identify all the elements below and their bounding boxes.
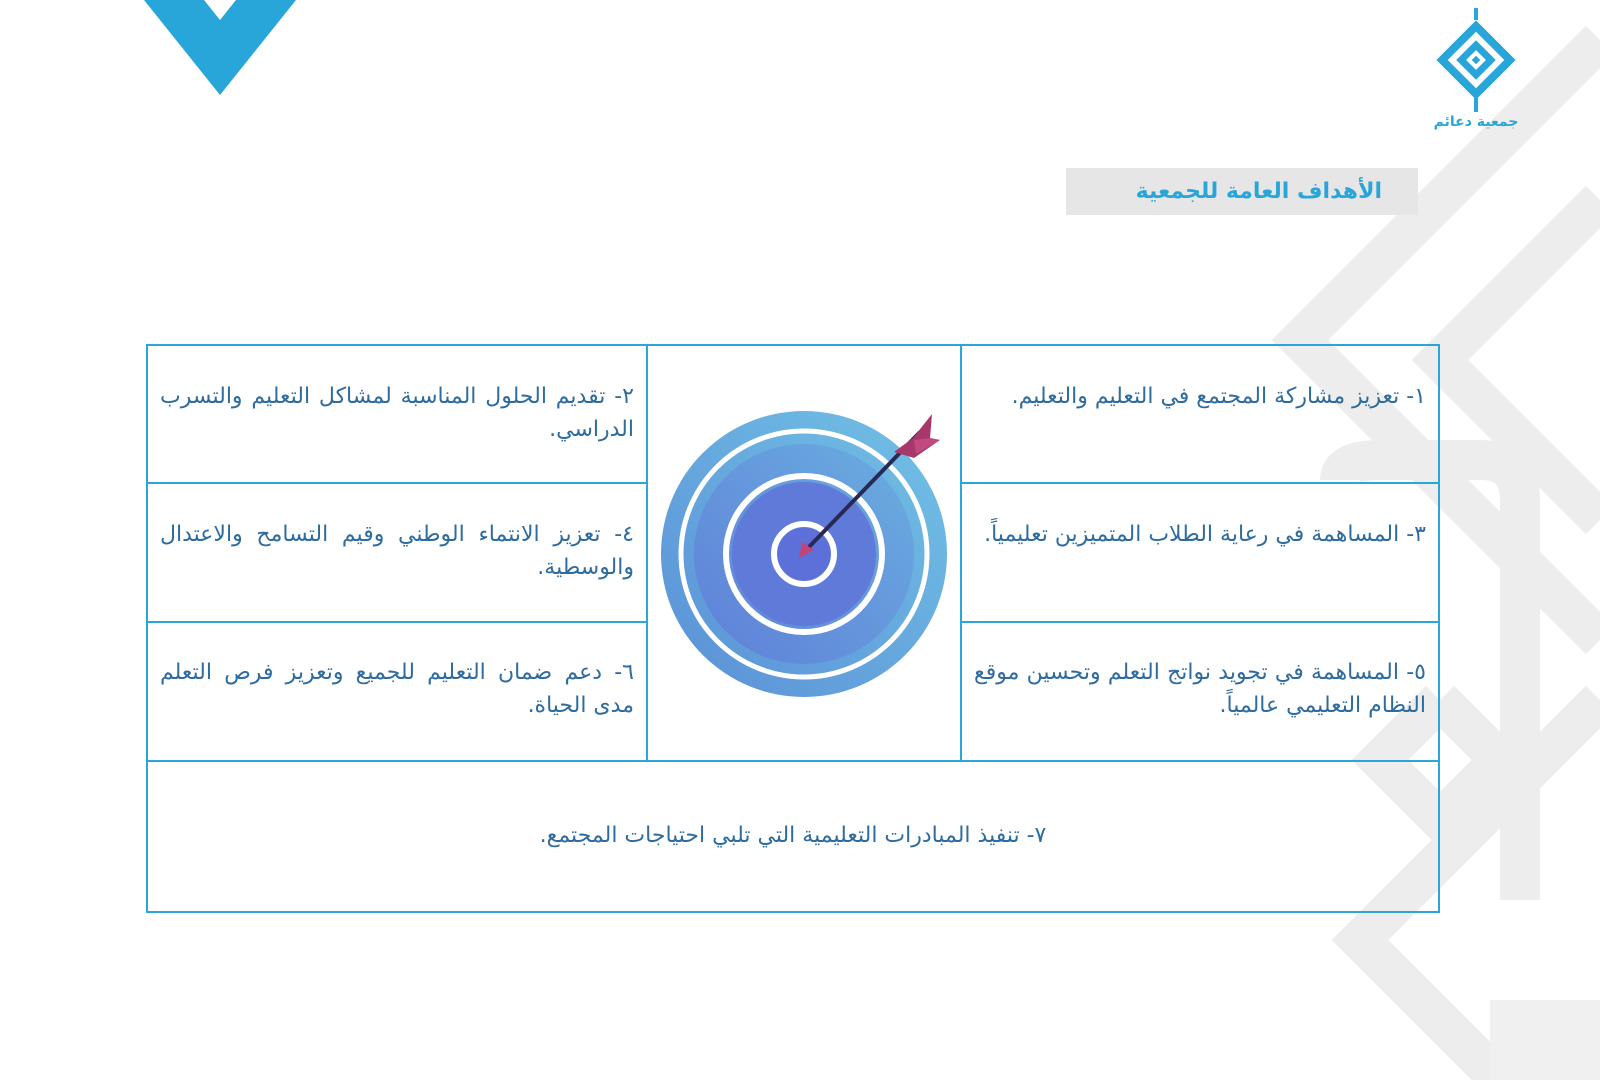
- goal-1: ١- تعزيز مشاركة المجتمع في التعليم والتعليم.: [1011, 384, 1426, 409]
- association-logo: [1426, 8, 1526, 138]
- goal-7-text: ٧- تنفيذ المبادرات التعليمية التي تلبي احتياجات المجتمع.: [539, 823, 1047, 848]
- logo-text: جمعية دعائم: [1433, 114, 1519, 130]
- page-title-box: [1066, 168, 1418, 215]
- table-divider: [148, 482, 646, 484]
- goal-2: ٢- تقديم الحلول المناسبة لمشاكل التعليم والتسرب الدراسي.: [160, 384, 634, 442]
- table-divider: [646, 346, 648, 760]
- page-title: الأهداف العامة للجمعية: [1135, 179, 1382, 204]
- goal-6: ٦- دعم ضمان التعليم للجميع وتعزيز فرص التعلم مدى الحياة.: [160, 660, 634, 718]
- chevron-decoration: [120, 0, 320, 95]
- goal-5: ٥- المساهمة في تجويد نواتج التعلم وتحسين موقع النظام التعليمي عالمياً.: [974, 660, 1426, 718]
- kufic-square-logo-icon: [1434, 8, 1518, 112]
- table-divider: [960, 346, 962, 760]
- table-divider: [962, 621, 1438, 623]
- goal-7: [148, 760, 1438, 911]
- goals-table: [146, 344, 1440, 913]
- goal-3: ٣- المساهمة في رعاية الطلاب المتميزين تعليمياً.: [984, 522, 1426, 547]
- goal-4: ٤- تعزيز الانتماء الوطني وقيم التسامح والاعتدال والوسطية.: [160, 522, 634, 580]
- table-divider: [148, 621, 646, 623]
- table-divider: [962, 482, 1438, 484]
- target-with-arrow-icon: [658, 408, 950, 700]
